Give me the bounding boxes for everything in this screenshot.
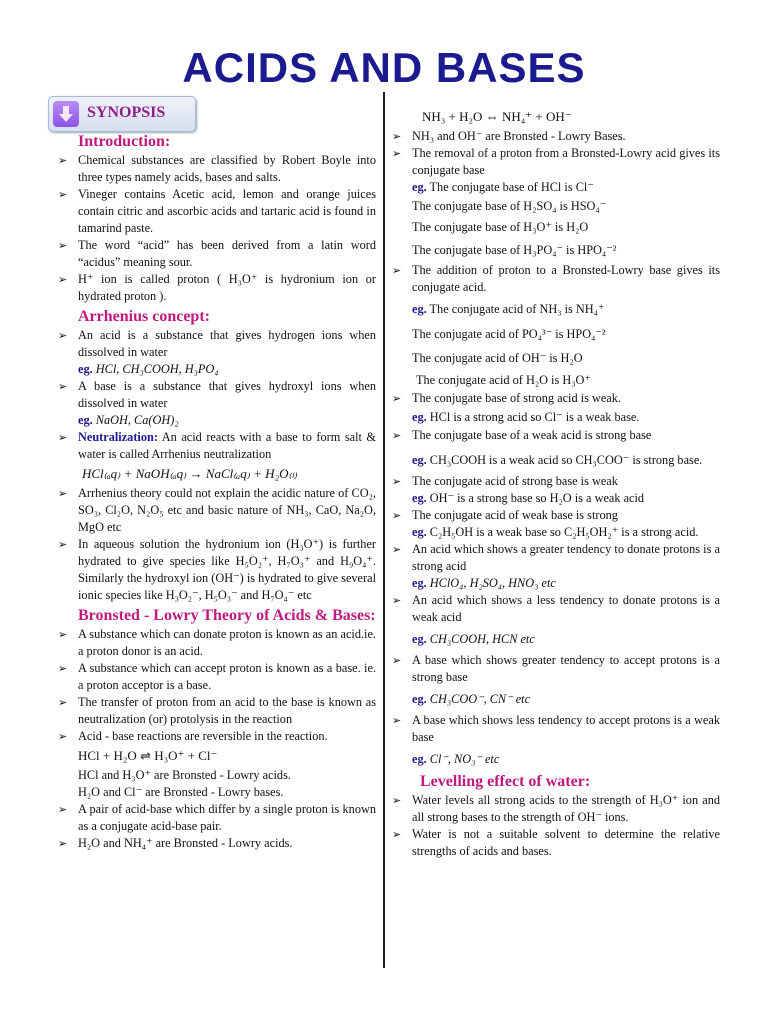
eg-label: eg. [412, 491, 427, 505]
static-text: The conjugate acid of OH⁻ is H₂O [412, 351, 583, 365]
list-item [58, 429, 376, 463]
static-text: HCl and H₃O⁺ are Bronsted - Lowry acids. [78, 768, 291, 782]
example-text: CH₃COO⁻, CN⁻ etc [426, 692, 531, 706]
list-item: ➢ An acid which shows a greater tendency to donate protons is a strong acid [392, 541, 720, 575]
list-item: ➢ A substance which can donate proton is known as an acid.ie. a proton donor is an acid. [58, 626, 376, 660]
example-line [58, 361, 376, 378]
eg-label: eg. [412, 180, 427, 194]
example-text: HClO₄, H₂SO₄, HNO₃ etc [426, 576, 556, 590]
list-item: ➢ An acid which shows a less tendency to donate protons is a weak acid [392, 592, 720, 626]
example-line [392, 296, 720, 322]
example-text: OH⁻ is a strong base so H₂O is a weak acid [426, 491, 645, 505]
list-item: ➢ The transfer of proton from an acid to the base is known as neutralization (or) protolysis in the reaction [58, 694, 376, 728]
bronsted-equation: HCl + H₂O ⇌ H₃O⁺ + Cl⁻ [78, 748, 218, 763]
example-line [392, 626, 720, 652]
list-item: ➢ A pair of acid-base which differ by a single proton is known as a conjugate acid-base pair. [58, 801, 376, 835]
example-line [392, 490, 720, 507]
synopsis-label: SYNOPSIS [87, 104, 166, 121]
list-item: ➢ H⁺ ion is called proton ( H₃O⁺ is hydronium ion or hydrated proton ). [58, 271, 376, 305]
example-text: HCl, CH₃COOH, H₃PO₄ [92, 362, 219, 376]
example-text: C₂H₅OH is a weak base so C₂H₅OH₂⁺ is a strong acid. [426, 525, 699, 539]
list-item: ➢ Vineger contains Acetic acid, lemon and orange juices contain citric and ascorbic acids and tartaric acid is found in tamarind paste. [58, 186, 376, 237]
intro-heading: Introduction: [78, 133, 171, 150]
static-text: H₂O and Cl⁻ are Bronsted - Lowry bases. [78, 785, 284, 799]
page-title: ACIDS AND BASES [182, 44, 586, 91]
example-line [392, 452, 720, 469]
list-item: ➢ Chemical substances are classified by Robert Boyle into three types namely acids, bases and salts. [58, 152, 376, 186]
neutralization-label: Neutralization: [78, 430, 158, 444]
bronsted-heading: Bronsted - Lowry Theory of Acids & Bases: [78, 607, 376, 624]
example-text: CH₃COOH, HCN etc [426, 632, 535, 646]
neutralization-equation: HCl₍ₐq₎ + NaOH₍ₐq₎ → NaCl₍ₐq₎ + H₂O₍ₗ₎ [82, 466, 298, 481]
eg-label: eg. [412, 632, 427, 646]
list-item: ➢ H₂O and NH₄⁺ are Bronsted - Lowry acids. [58, 835, 376, 852]
list-item: ➢ The removal of a proton from a Bronsted-Lowry acid gives its conjugate base [392, 145, 720, 179]
example-text: NaOH, Ca(OH)₂ [92, 413, 179, 427]
static-text: The conjugate acid of PO₄³⁻ is HPO₄⁻² [412, 327, 606, 341]
list-item: ➢ A base which shows less tendency to accept protons is a weak base [392, 712, 720, 746]
list-item: ➢ Acid - base reactions are reversible in the reaction. [58, 728, 376, 745]
static-text: The conjugate base of H₃O⁺ is H₂O [412, 220, 589, 234]
eg-label: eg. [412, 525, 427, 539]
example-text: CH₃COOH is a weak acid so CH₃COO⁻ is strong base. [426, 453, 703, 467]
list-item: ➢ NH₃ and OH⁻ are Bronsted - Lowry Bases. [392, 128, 720, 145]
synopsis-tab[interactable] [48, 96, 196, 132]
eg-label: eg. [412, 692, 427, 706]
example-text: The conjugate base of HCl is Cl⁻ [426, 180, 594, 194]
list-item: ➢ Arrhenius theory could not explain the acidic nature of CO₂, SO₃, Cl₂O, N₂O₅ etc and basic nature of NH₃, CaO, Na₂O, MgO etc [58, 485, 376, 536]
right-column [392, 106, 720, 860]
list-item: ➢ The conjugate acid of weak base is strong [392, 507, 720, 524]
list-item: ➢ A substance which can accept proton is known as a base. ie. a proton acceptor is a base. [58, 660, 376, 694]
ammonia-equation: NH₃ + H₂O ⇔ NH₄⁺ + OH⁻ [422, 109, 572, 124]
list-item: ➢ A base is a substance that gives hydroxyl ions when dissolved in water [58, 378, 376, 412]
static-text: The conjugate base of H₂SO₄ is HSO₄⁻ [412, 199, 607, 213]
arrhenius-heading: Arrhenius concept: [78, 308, 210, 325]
list-item: ➢ The word “acid” has been derived from a latin word “acidus” meaning sour. [58, 237, 376, 271]
list-item: ➢ In aqueous solution the hydronium ion (H₃O⁺) is further hydrated to give species like H₅O₂⁺, H₇O₃⁺ and H₉O₄⁺. Similarly the hydroxyl ion (OH⁻) is hydrated to give several ionic species like H₃O₂⁻, H₅O₃⁻ and H₇O₄⁻ etc [58, 536, 376, 604]
eg-label: eg. [412, 302, 427, 316]
example-line [392, 179, 720, 196]
arrow-down-icon [53, 101, 79, 127]
neutralization-text: An acid reacts with a base to form salt & water is called Arrhenius neutralization [78, 430, 376, 461]
static-text: The conjugate acid of H₂O is H₃O⁺ [416, 373, 591, 387]
example-line [392, 407, 720, 427]
eg-label: eg. [412, 453, 427, 467]
list-item: ➢ The conjugate acid of strong base is weak [392, 473, 720, 490]
static-text: The conjugate base of H₃PO₄⁻ is HPO₄⁻² [412, 243, 617, 257]
list-item: ➢ The conjugate base of strong acid is weak. [392, 390, 720, 407]
eg-label: eg. [412, 410, 427, 424]
left-column [58, 132, 376, 852]
example-line [58, 412, 376, 429]
eg-label: eg. [78, 413, 93, 427]
example-text: The conjugate acid of NH₃ is NH₄⁺ [426, 302, 605, 316]
list-item: ➢ An acid is a substance that gives hydrogen ions when dissolved in water [58, 327, 376, 361]
list-item: ➢ The addition of proton to a Bronsted-Lowry base gives its conjugate acid. [392, 262, 720, 296]
example-line [392, 746, 720, 772]
example-text: HCl is a strong acid so Cl⁻ is a weak base. [426, 410, 640, 424]
list-item: ➢ Water is not a suitable solvent to determine the relative strengths of acids and bases. [392, 826, 720, 860]
list-item: ➢ The conjugate base of a weak acid is strong base [392, 427, 720, 444]
list-item: ➢ A base which shows greater tendency to accept protons is a strong base [392, 652, 720, 686]
example-line [392, 524, 720, 541]
example-line [392, 575, 720, 592]
levelling-heading: Levelling effect of water: [420, 773, 591, 790]
eg-label: eg. [412, 576, 427, 590]
eg-label: eg. [78, 362, 93, 376]
column-divider [383, 92, 385, 968]
example-line [392, 686, 720, 712]
list-item: ➢ Water levels all strong acids to the strength of H₃O⁺ ion and all strong bases to the strength of OH⁻ ions. [392, 792, 720, 826]
example-text: Cl⁻, NO₃⁻ etc [426, 752, 500, 766]
eg-label: eg. [412, 752, 427, 766]
